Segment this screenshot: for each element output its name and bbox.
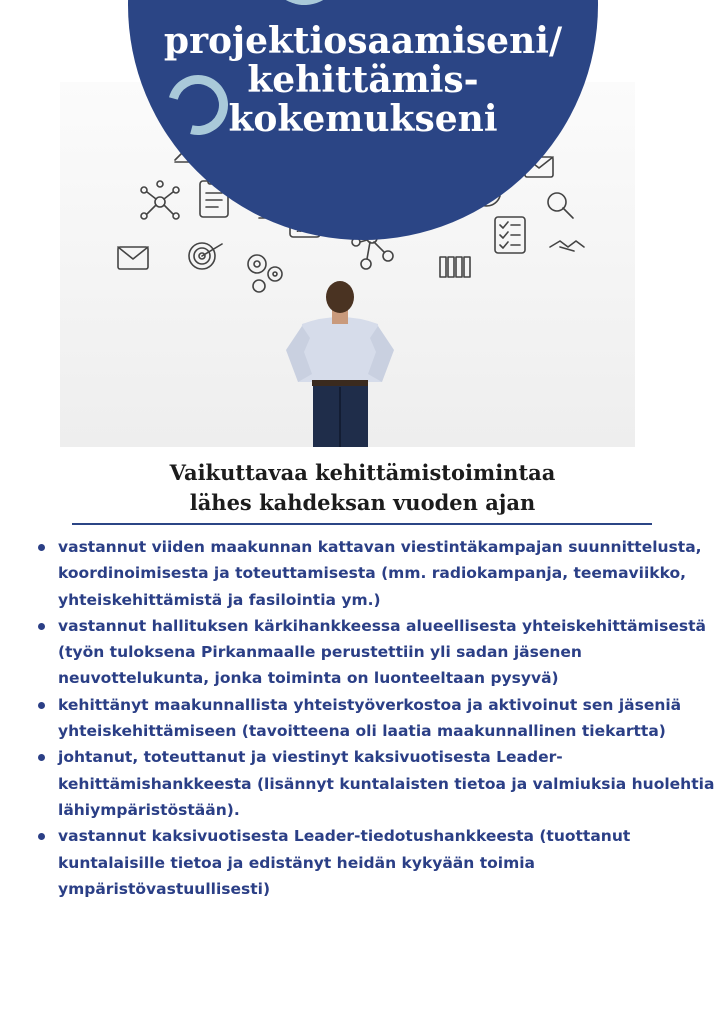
title-line-3: kokemukseni bbox=[228, 98, 498, 140]
list-item-text: vastannut kaksivuotisesta Leader-tiedotushankkeesta (tuottanut kuntalaisille tietoa ja edistänyt heidän kykyään toimia ympäristövastuullisesti) bbox=[58, 827, 631, 898]
bullet-dot-icon bbox=[38, 702, 45, 709]
books-icon bbox=[440, 257, 470, 277]
subtitle-line-1: Vaikuttavaa kehittämistoimintaa bbox=[169, 460, 556, 485]
magnifier-icon bbox=[548, 193, 573, 218]
subtitle-line-2: lähes kahdeksan vuoden ajan bbox=[189, 490, 536, 515]
list-item-text: vastannut viiden maakunnan kattavan viestintäkampajan suunnittelusta, koordinoimisesta ja toteuttamisesta (mm. radiokampanja, teemaviikko, yhteiskehittämistä ja fasilointia ym.) bbox=[58, 538, 702, 609]
list-item bbox=[30, 744, 720, 823]
envelope-icon bbox=[118, 247, 148, 269]
handshake-icon bbox=[550, 241, 584, 251]
gears-icon bbox=[248, 255, 282, 292]
target-icon bbox=[189, 243, 222, 269]
checklist-icon bbox=[495, 217, 525, 253]
experience-list bbox=[30, 534, 720, 902]
bullet-dot-icon bbox=[38, 833, 45, 840]
list-item-text: johtanut, toteuttanut ja viestinyt kaksivuotisesta Leader-kehittämishankkeesta (lisännyt kuntalaisten tietoa ja valmiuksia huolehtia lähiympäristöstään). bbox=[58, 748, 715, 819]
page-title bbox=[128, 22, 598, 139]
list-item-text: kehittänyt maakunnallista yhteistyöverkostoa ja aktivoinut sen jäseniä yhteiskehittämiseen (tavoitteena oli laatia maakunnallinen tiekartta) bbox=[58, 695, 682, 741]
man-figure bbox=[286, 281, 394, 447]
section-subtitle bbox=[60, 458, 665, 518]
list-item bbox=[30, 692, 720, 745]
list-item-text: vastannut hallituksen kärkihankkeessa alueellisesta yhteiskehittämisestä (työn tuloksena Pirkanmaalle perustettiin yli sadan jäsenen neuvottelukunta, jonka toiminta on luonteeltaan pysyvä) bbox=[58, 616, 706, 688]
list-item bbox=[30, 534, 720, 613]
network-icon bbox=[141, 181, 179, 219]
title-line-2: kehittämis- bbox=[247, 59, 479, 101]
bullet-dot-icon bbox=[38, 754, 45, 761]
list-item bbox=[30, 613, 720, 692]
title-line-1: projektiosaamiseni/ bbox=[163, 20, 563, 62]
divider-line bbox=[72, 523, 652, 525]
bullet-dot-icon bbox=[38, 623, 45, 630]
bullet-dot-icon bbox=[38, 544, 45, 551]
list-item bbox=[30, 823, 720, 902]
